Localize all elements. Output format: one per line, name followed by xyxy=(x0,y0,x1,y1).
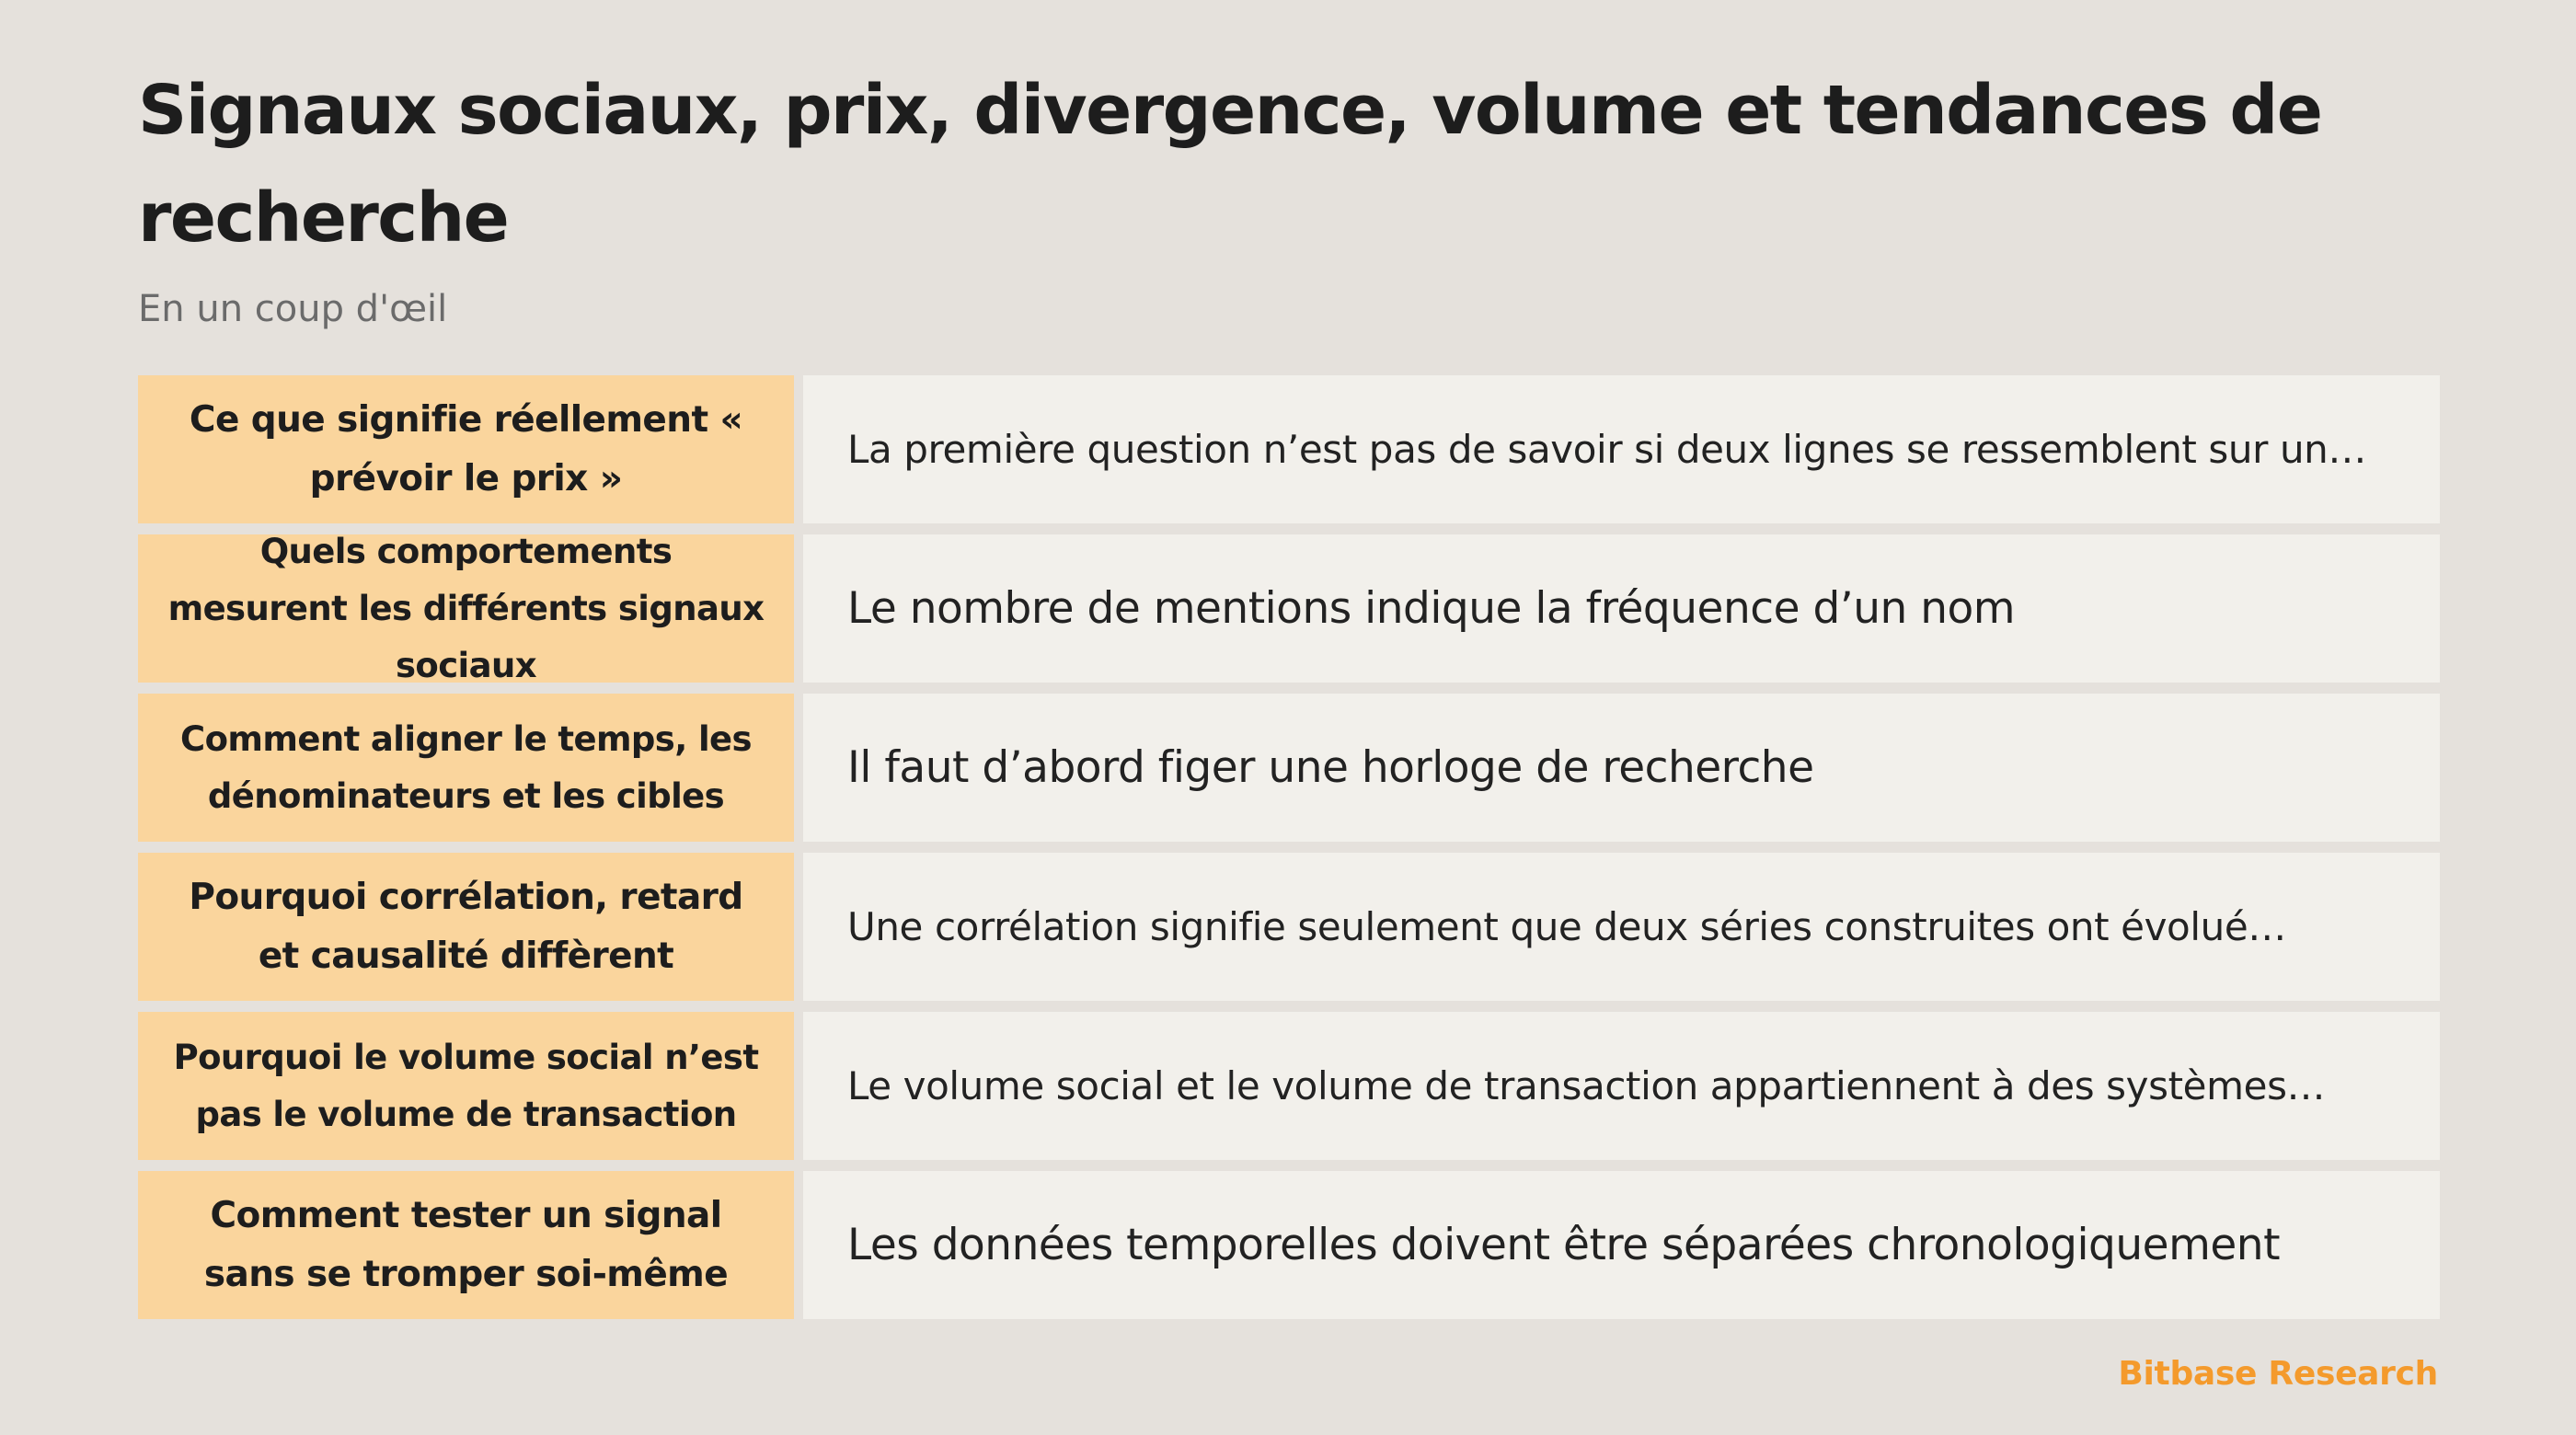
row-heading: Ce que signifie réellement « prévoir le prix » xyxy=(138,375,794,523)
row-summary: Le nombre de mentions indique la fréquence d’un nom xyxy=(803,534,2440,683)
table-row xyxy=(138,853,2440,1001)
row-heading: Comment aligner le temps, les dénominateurs et les cibles xyxy=(138,694,794,842)
page-subtitle: En un coup d'œil xyxy=(138,288,448,330)
row-heading: Comment tester un signal sans se tromper soi-même xyxy=(138,1171,794,1319)
row-heading: Pourquoi corrélation, retard et causalité diffèrent xyxy=(138,853,794,1001)
row-summary: Il faut d’abord figer une horloge de recherche xyxy=(803,694,2440,842)
table-row xyxy=(138,694,2440,842)
row-summary: Une corrélation signifie seulement que deux séries construites ont évolué… xyxy=(803,853,2440,1001)
row-heading: Quels comportements mesurent les différents signaux sociaux xyxy=(138,534,794,683)
page-title: Signaux sociaux, prix, divergence, volume et tendances de recherche xyxy=(138,71,2322,258)
row-heading: Pourquoi le volume social n’est pas le volume de transaction xyxy=(138,1012,794,1160)
table-row xyxy=(138,1171,2440,1319)
row-summary: Le volume social et le volume de transaction appartiennent à des systèmes… xyxy=(803,1012,2440,1160)
brand-footer: Bitbase Research xyxy=(2118,1355,2438,1393)
row-summary: La première question n’est pas de savoir si deux lignes se ressemblent sur un… xyxy=(803,375,2440,523)
table-row xyxy=(138,531,2440,685)
summary-table xyxy=(138,375,2440,1319)
table-row xyxy=(138,1012,2440,1160)
row-summary: Les données temporelles doivent être séparées chronologiquement xyxy=(803,1171,2440,1319)
table-row xyxy=(138,375,2440,523)
